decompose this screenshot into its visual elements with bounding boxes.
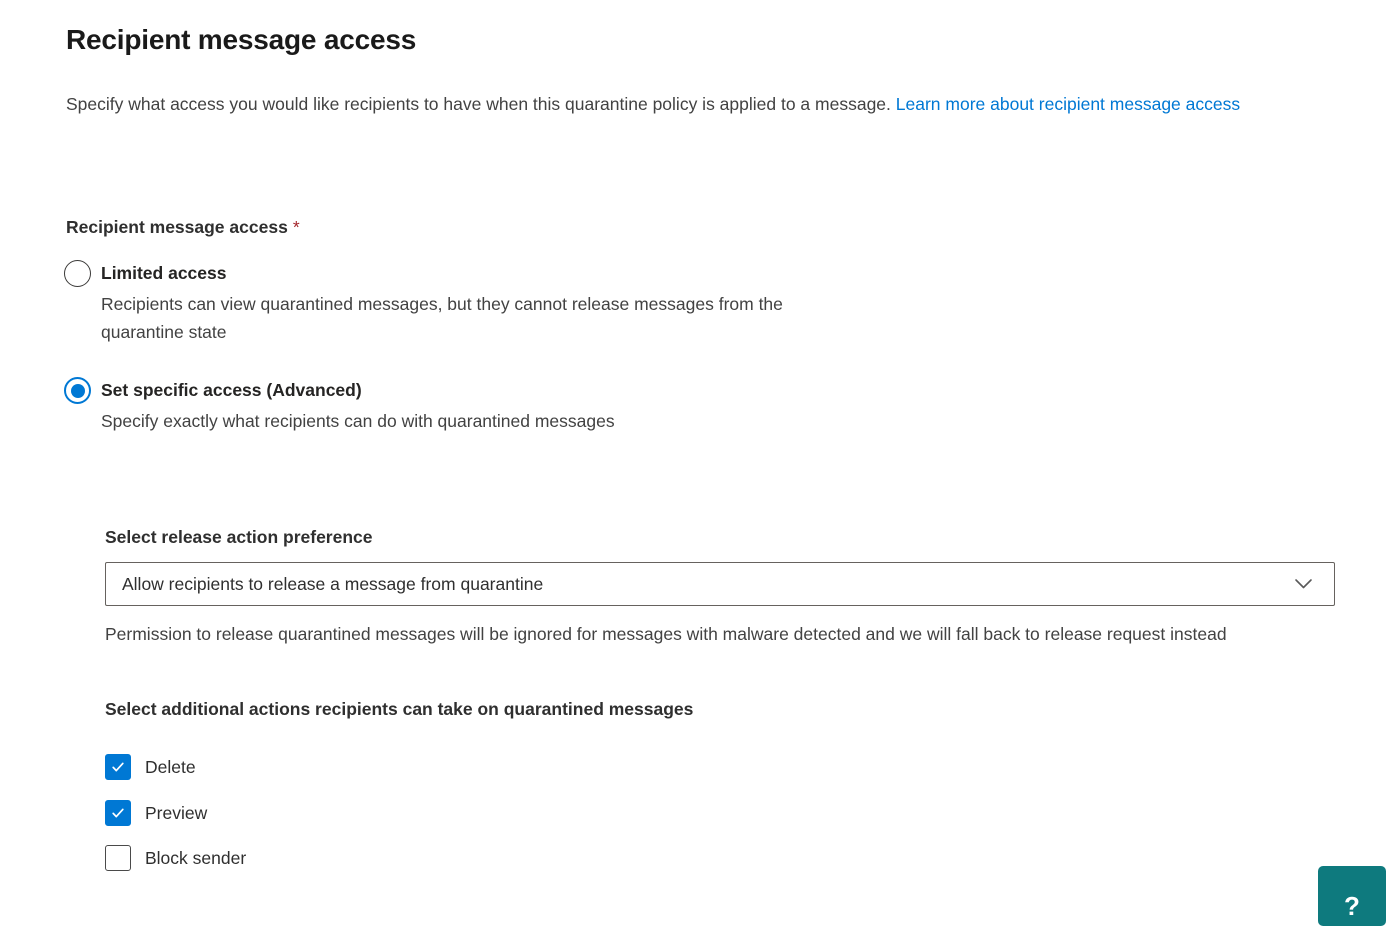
radio-option-title: Limited access <box>101 263 227 283</box>
checkbox-label: Delete <box>145 756 196 777</box>
radio-option-title: Set specific access (Advanced) <box>101 380 362 400</box>
help-button[interactable]: ? <box>1318 866 1386 926</box>
radio-option-description: Recipients can view quarantined messages, but they cannot release messages from the quarantine state <box>101 294 783 342</box>
radio-button-icon[interactable] <box>64 377 91 404</box>
radio-option-body <box>101 259 791 346</box>
page-title: Recipient message access <box>66 24 417 55</box>
radio-option-limited-access[interactable] <box>64 259 791 346</box>
radio-option-body <box>101 376 615 435</box>
checkbox-label: Block sender <box>145 847 247 868</box>
required-asterisk: * <box>292 217 300 237</box>
intro-text: Specify what access you would like recipients to have when this quarantine policy is applied to a message. <box>66 94 896 114</box>
radio-button-icon[interactable] <box>64 260 91 287</box>
checkbox-icon[interactable] <box>105 845 131 871</box>
radio-dot <box>71 384 85 398</box>
access-group-label <box>66 217 300 238</box>
additional-actions-label: Select additional actions recipients can take on quarantined messages <box>105 699 694 719</box>
checkbox-row-preview[interactable] <box>105 800 207 826</box>
dropdown-selected-value: Allow recipients to release a message from quarantine <box>122 573 544 594</box>
learn-more-link[interactable]: Learn more about recipient message access <box>895 94 1241 114</box>
intro-paragraph <box>66 90 1334 118</box>
checkbox-row-block-sender[interactable] <box>105 845 246 871</box>
checkmark-icon <box>110 759 126 775</box>
release-preference-label: Select release action preference <box>105 527 373 547</box>
release-preference-dropdown[interactable] <box>105 562 1335 606</box>
release-preference-note: Permission to release quarantined messages will be ignored for messages with malware detected and we will fall back to release request instead <box>105 624 1227 644</box>
chevron-down-icon <box>1295 579 1312 589</box>
checkbox-row-delete[interactable] <box>105 754 196 780</box>
checkbox-icon[interactable] <box>105 800 131 826</box>
checkbox-icon[interactable] <box>105 754 131 780</box>
radio-option-set-specific-access[interactable] <box>64 376 615 435</box>
checkmark-icon <box>110 805 126 821</box>
checkbox-label: Preview <box>145 802 208 823</box>
access-group-label-text: Recipient message access <box>66 217 288 237</box>
radio-option-description: Specify exactly what recipients can do with quarantined messages <box>101 411 615 431</box>
